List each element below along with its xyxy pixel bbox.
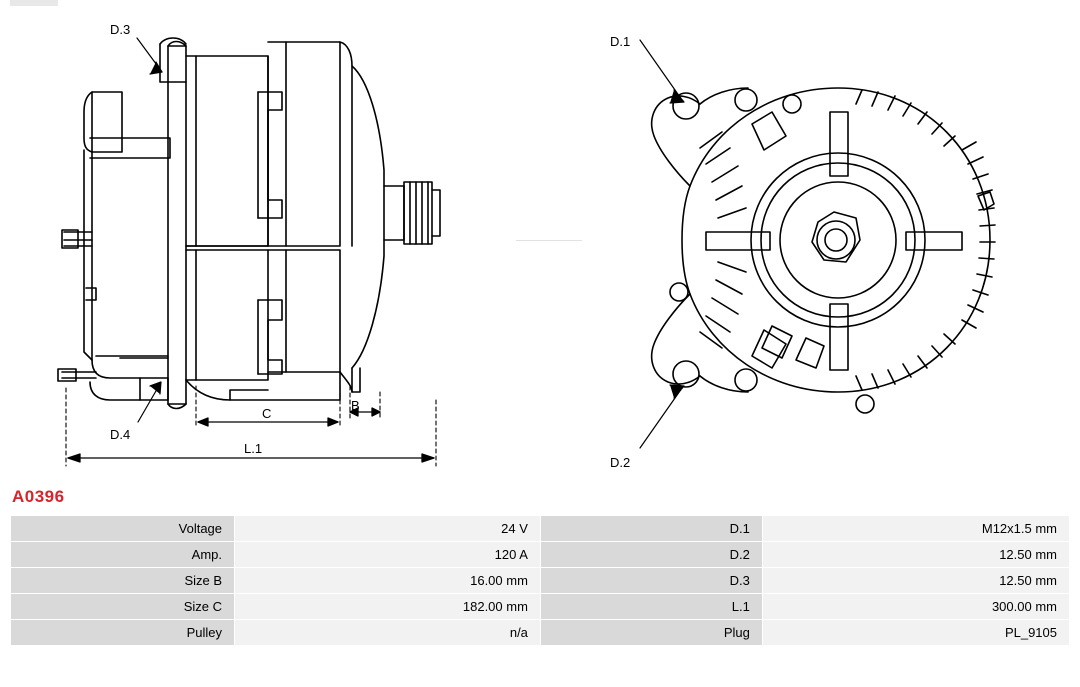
front-view-alternator [652,88,995,413]
spec-value-d2: 12.50 mm [762,542,1069,568]
dimension-label-b: B [351,398,360,413]
spec-value-size-c: 182.00 mm [235,594,541,620]
spec-label-voltage: Voltage [11,516,235,542]
spec-label-d1: D.1 [540,516,762,542]
spec-label-size-b: Size B [11,568,235,594]
callout-label-d4: D.4 [110,427,131,442]
table-row [11,542,1070,568]
part-code: A0396 [12,487,65,506]
table-row [11,594,1070,620]
spec-label-d3: D.3 [540,568,762,594]
spec-label-plug: Plug [540,620,762,646]
spec-value-size-b: 16.00 mm [235,568,541,594]
spec-value-voltage: 24 V [235,516,541,542]
spec-value-pulley: n/a [235,620,541,646]
spec-label-amp: Amp. [11,542,235,568]
dimension-label-l1: L.1 [244,441,263,456]
spec-label-l1: L.1 [540,594,762,620]
specifications-table [10,515,1070,646]
table-row [11,516,1070,542]
spec-value-l1: 300.00 mm [762,594,1069,620]
dimension-label-c: C [262,406,272,421]
spec-value-d1: M12x1.5 mm [762,516,1069,542]
callout-label-d2: D.2 [610,455,631,470]
table-row [11,568,1070,594]
callout-label-d1: D.1 [610,34,631,49]
spec-value-amp: 120 A [235,542,541,568]
spec-label-d2: D.2 [540,542,762,568]
spec-label-pulley: Pulley [11,620,235,646]
callout-label-d3: D.3 [110,22,131,37]
side-view-callouts [137,38,162,422]
side-view-alternator [58,38,440,409]
spec-value-d3: 12.50 mm [762,568,1069,594]
spec-value-plug: PL_9105 [762,620,1069,646]
spec-label-size-c: Size C [11,594,235,620]
table-row [11,620,1070,646]
